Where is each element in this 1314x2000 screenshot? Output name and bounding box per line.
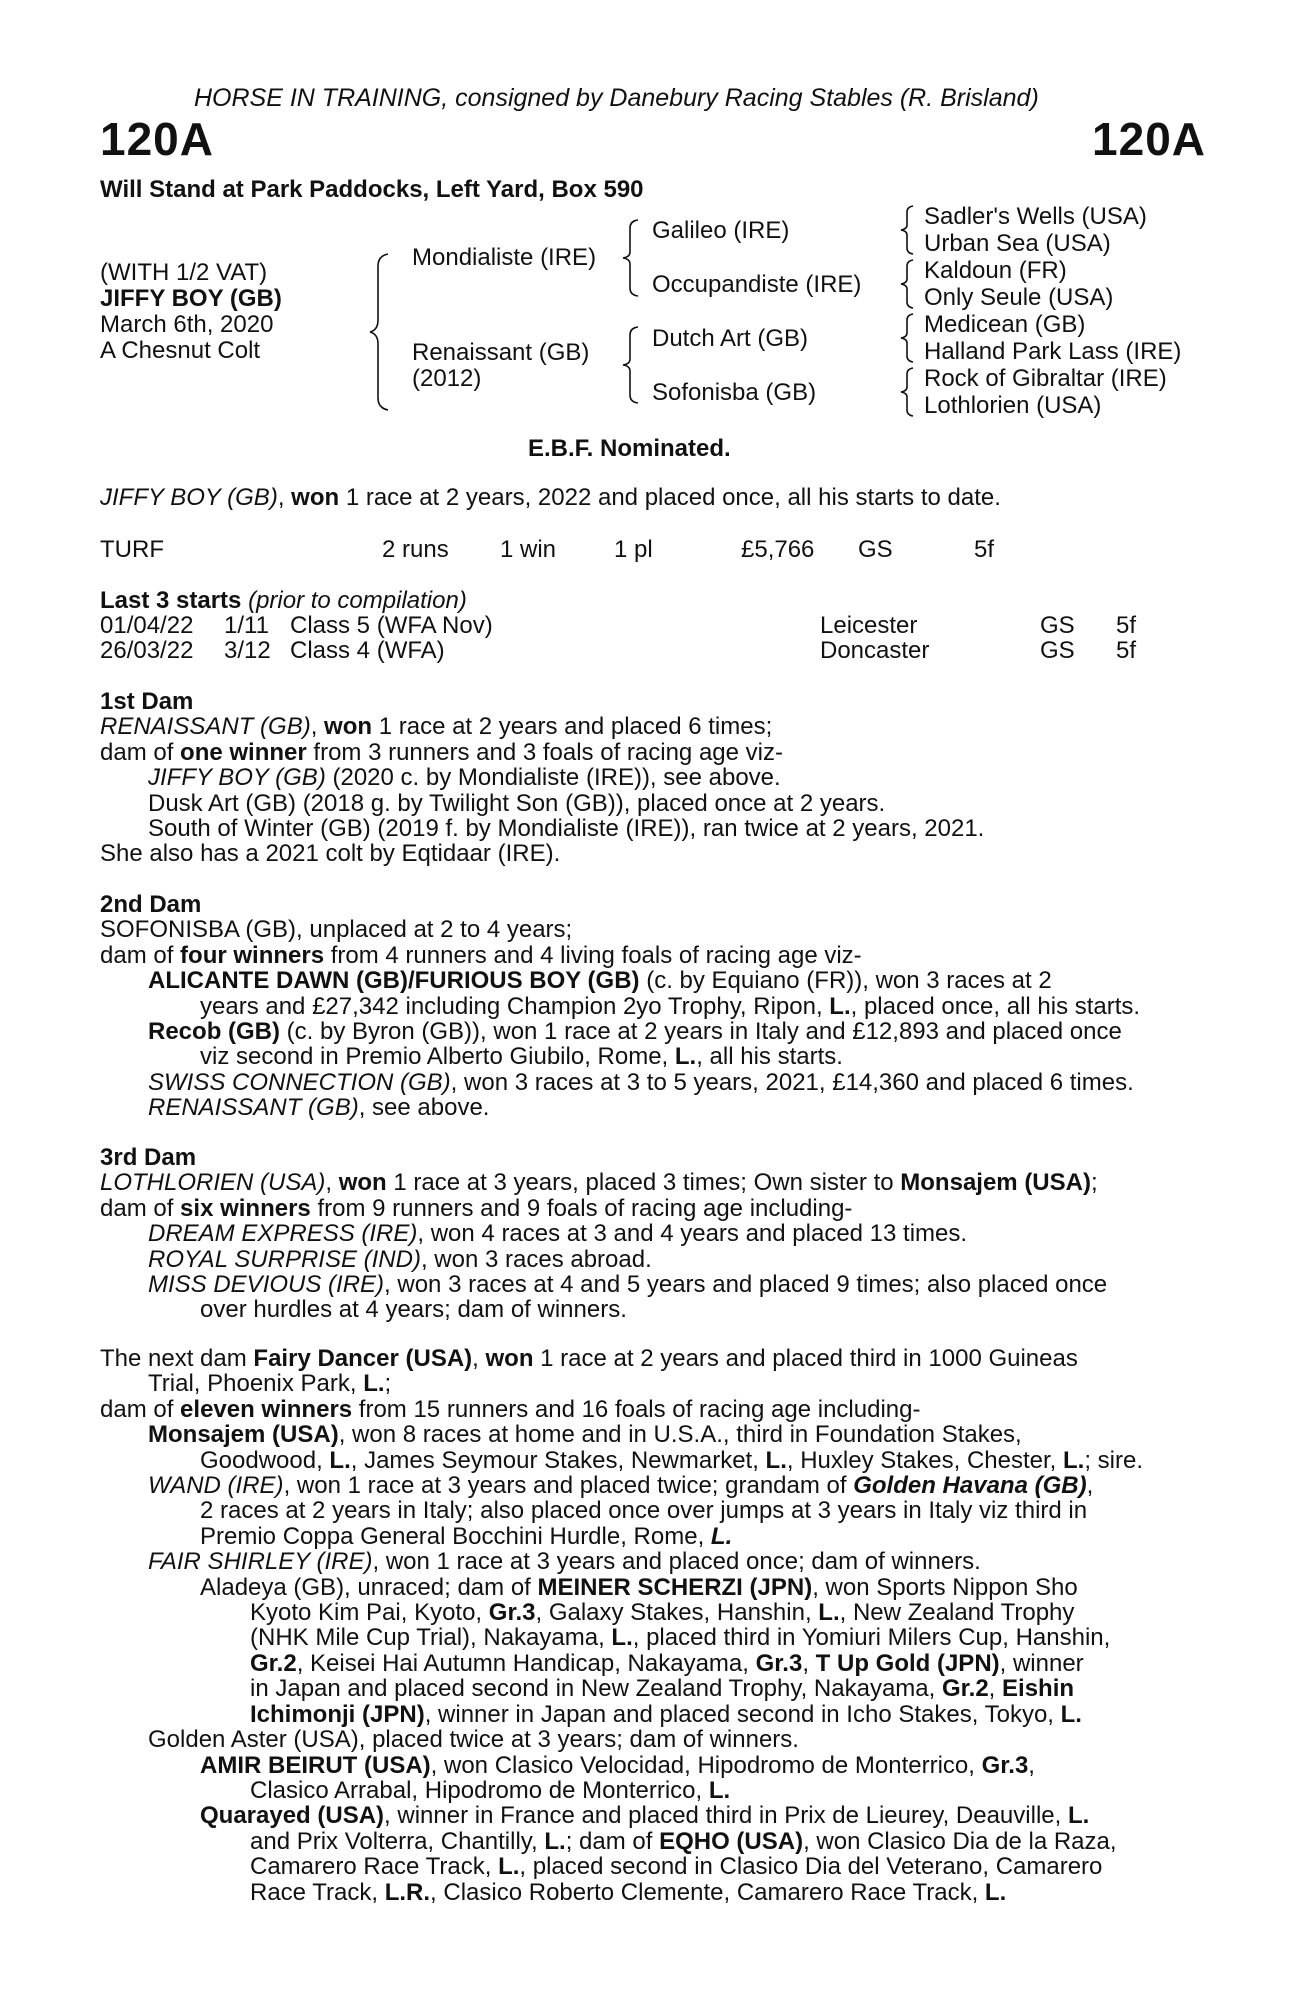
second-dam-progeny: Recob (GB) (c. by Byron (GB)), won 1 race at 2 years in Italy and £12,893 and placed once bbox=[148, 1018, 1122, 1046]
next-dam-progeny: Ichimonji (JPN), winner in Japan and placed second in Icho Stakes, Tokyo, L. bbox=[250, 1700, 1082, 1728]
summary-horse: JIFFY BOY (GB) bbox=[100, 484, 278, 511]
first-dam-progeny: Dusk Art (GB) (2018 g. by Twilight Son (GB)), placed once at 2 years. bbox=[148, 789, 886, 817]
turf-label: TURF bbox=[100, 536, 164, 563]
second-dam-progeny: years and £27,342 including Champion 2yo Trophy, Ripon, L., placed once, all his starts. bbox=[200, 992, 1141, 1020]
turf-going: GS bbox=[858, 536, 893, 563]
location-line: Will Stand at Park Paddocks, Left Yard, Box 590 bbox=[100, 176, 644, 203]
dam-brace bbox=[620, 325, 642, 405]
last-starts-heading bbox=[100, 588, 467, 613]
next-dam-progeny: (NHK Mile Cup Trial), Nakayama, L., placed third in Yomiuri Milers Cup, Hanshin, bbox=[250, 1624, 1111, 1652]
gen3-brace-2 bbox=[898, 258, 916, 310]
start-row-going: GS bbox=[1040, 612, 1075, 639]
next-dam-progeny: Premio Coppa General Bocchini Hurdle, Rome, L. bbox=[200, 1522, 733, 1550]
sire: Mondialiste (IRE) bbox=[412, 244, 597, 271]
second-dam-line: SOFONISBA (GB), unplaced at 2 to 4 years; bbox=[100, 916, 573, 944]
start-row-dist: 5f bbox=[1116, 612, 1137, 639]
start-row-course: Doncaster bbox=[820, 637, 930, 664]
start-row-date: 01/04/22 bbox=[100, 612, 194, 639]
next-dam-progeny: Race Track, L.R., Clasico Roberto Clemente, Camarero Race Track, L. bbox=[250, 1878, 1007, 1906]
foaling-date: March 6th, 2020 bbox=[100, 311, 274, 338]
pedigree-brace-main bbox=[368, 252, 392, 412]
next-dam-progeny: and Prix Volterra, Chantilly, L.; dam of EQHO (USA), won Clasico Dia de la Raza, bbox=[250, 1827, 1117, 1855]
next-dam-progeny: 2 races at 2 years in Italy; also placed once over jumps at 3 years in Italy viz third in bbox=[200, 1497, 1088, 1525]
second-dam-progeny: RENAISSANT (GB), see above. bbox=[148, 1094, 490, 1122]
third-dam-progeny: over hurdles at 4 years; dam of winners. bbox=[200, 1296, 627, 1324]
gen3-brace-4 bbox=[898, 366, 916, 418]
next-dam-progeny: Clasico Arrabal, Hipodromo de Monterrico, L. bbox=[250, 1776, 731, 1804]
start-row-going: GS bbox=[1040, 637, 1075, 664]
start-row-pos: 1/11 bbox=[224, 612, 269, 639]
third-dam-progeny: ROYAL SURPRISE (IND), won 3 races abroad. bbox=[148, 1245, 652, 1273]
ancestor-1: Sadler's Wells (USA) bbox=[924, 203, 1147, 230]
next-dam-progeny: Goodwood, L., James Seymour Stakes, Newmarket, L., Huxley Stakes, Chester, L.; sire. bbox=[200, 1446, 1144, 1474]
next-dam-progeny: Kyoto Kim Pai, Kyoto, Gr.3, Galaxy Stakes, Hanshin, L., New Zealand Trophy bbox=[250, 1599, 1075, 1627]
horse-description: A Chesnut Colt bbox=[100, 337, 261, 364]
first-dam-heading: 1st Dam bbox=[100, 688, 194, 715]
gen3-brace-1 bbox=[898, 204, 916, 256]
ancestor-7: Rock of Gibraltar (IRE) bbox=[924, 365, 1167, 392]
start-row-class: Class 4 (WFA) bbox=[290, 637, 445, 664]
next-dam-line: dam of eleven winners from 15 runners and 16 foals of racing age including- bbox=[100, 1395, 921, 1423]
first-dam-section bbox=[100, 689, 984, 867]
second-dam-heading: 2nd Dam bbox=[100, 891, 202, 918]
next-dam-progeny: Aladeya (GB), unraced; dam of MEINER SCHERZI (JPN), won Sports Nippon Sho bbox=[200, 1573, 1078, 1601]
first-dam-progeny: JIFFY BOY (GB) (2020 c. by Mondialiste (IRE)), see above. bbox=[148, 764, 781, 792]
ancestor-8: Lothlorien (USA) bbox=[924, 392, 1102, 419]
turf-prize: £5,766 bbox=[741, 536, 815, 563]
start-row-dist: 5f bbox=[1116, 637, 1137, 664]
first-dam-progeny: South of Winter (GB) (2019 f. by Mondialiste (IRE)), ran twice at 2 years, 2021. bbox=[148, 815, 985, 843]
start-row-course: Leicester bbox=[820, 612, 918, 639]
summary-comma: , bbox=[277, 484, 285, 511]
second-dam-progeny: SWISS CONNECTION (GB), won 3 races at 3 to 5 years, 2021, £14,360 and placed 6 times. bbox=[148, 1068, 1134, 1096]
next-dam-progeny: Camarero Race Track, L., placed second in Clasico Dia del Veterano, Camarero bbox=[250, 1853, 1103, 1881]
ebf-nominated: E.B.F. Nominated. bbox=[528, 435, 731, 462]
next-dam-line: Trial, Phoenix Park, L.; bbox=[148, 1370, 392, 1398]
third-dam-progeny: DREAM EXPRESS (IRE), won 4 races at 3 and 4 years and placed 13 times. bbox=[148, 1220, 968, 1248]
next-dam-progeny: Gr.2, Keisei Hai Autumn Handicap, Nakayama, Gr.3, T Up Gold (JPN), winner bbox=[250, 1649, 1084, 1677]
next-dam-progeny: Quarayed (USA), winner in France and placed third in Prix de Lieurey, Deauville, L. bbox=[200, 1802, 1090, 1830]
summary-rest: 1 race at 2 years, 2022 and placed once, all his starts to date. bbox=[345, 484, 1001, 511]
lot-number-left: 120A bbox=[100, 113, 214, 165]
ancestor-4: Only Seule (USA) bbox=[924, 284, 1114, 311]
ancestor-6: Halland Park Lass (IRE) bbox=[924, 338, 1182, 365]
consignor-line: HORSE IN TRAINING, consigned by Danebury Racing Stables (R. Brisland) bbox=[194, 84, 1039, 112]
gen3-brace-3 bbox=[898, 312, 916, 364]
dam: Renaissant (GB) bbox=[412, 339, 590, 366]
next-dam-progeny: Golden Aster (USA), placed twice at 3 years; dam of winners. bbox=[148, 1726, 799, 1754]
start-row-class: Class 5 (WFA Nov) bbox=[290, 612, 493, 639]
turf-runs: 2 runs bbox=[382, 536, 449, 563]
turf-wins: 1 win bbox=[500, 536, 557, 563]
first-dam-line: She also has a 2021 colt by Eqtidaar (IRE). bbox=[100, 840, 561, 868]
third-dam-heading: 3rd Dam bbox=[100, 1144, 197, 1171]
ancestor-5: Medicean (GB) bbox=[924, 311, 1086, 338]
next-dam-progeny: AMIR BEIRUT (USA), won Clasico Velocidad, Hipodromo de Monterrico, Gr.3, bbox=[200, 1751, 1035, 1779]
next-dam-line: The next dam Fairy Dancer (USA), won 1 race at 2 years and placed third in 1000 Guineas bbox=[100, 1345, 1078, 1372]
sire-brace bbox=[620, 218, 642, 298]
vat-note: (WITH 1/2 VAT) bbox=[100, 259, 268, 286]
ancestor-2: Urban Sea (USA) bbox=[924, 230, 1111, 257]
last-starts-title: Last 3 starts bbox=[100, 587, 242, 614]
start-row-date: 26/03/22 bbox=[100, 637, 194, 664]
lot-number-right: 120A bbox=[1092, 113, 1206, 165]
second-dam-progeny: viz second in Premio Alberto Giubilo, Rome, L., all his starts. bbox=[200, 1043, 843, 1071]
next-dam-progeny: WAND (IRE), won 1 race at 3 years and placed twice; grandam of Golden Havana (GB), bbox=[148, 1472, 1094, 1500]
second-dam-progeny: ALICANTE DAWN (GB)/FURIOUS BOY (GB) (c. by Equiano (FR)), won 3 races at 2 bbox=[148, 967, 1052, 995]
sire-sire: Galileo (IRE) bbox=[652, 217, 790, 244]
dam-sire: Dutch Art (GB) bbox=[652, 325, 809, 352]
first-dam-line: dam of one winner from 3 runners and 3 foals of racing age viz- bbox=[100, 738, 783, 766]
next-dam-section bbox=[100, 1346, 1143, 1905]
horse-name: JIFFY BOY (GB) bbox=[100, 285, 282, 312]
race-summary bbox=[100, 485, 1001, 510]
dam-dam: Sofonisba (GB) bbox=[652, 379, 817, 406]
third-dam-section bbox=[100, 1145, 1107, 1323]
third-dam-line: dam of six winners from 9 runners and 9 foals of racing age including- bbox=[100, 1194, 853, 1222]
turf-placed: 1 pl bbox=[614, 536, 653, 563]
sire-dam: Occupandiste (IRE) bbox=[652, 271, 862, 298]
last-starts-note: (prior to compilation) bbox=[248, 587, 467, 614]
next-dam-progeny: Monsajem (USA), won 8 races at home and in U.S.A., third in Foundation Stakes, bbox=[148, 1421, 1022, 1449]
third-dam-line: LOTHLORIEN (USA), won 1 race at 3 years, placed 3 times; Own sister to Monsajem (USA); bbox=[100, 1169, 1098, 1197]
third-dam-progeny: MISS DEVIOUS (IRE), won 3 races at 4 and 5 years and placed 9 times; also placed once bbox=[148, 1271, 1108, 1299]
start-row-pos: 3/12 bbox=[224, 637, 271, 664]
second-dam-line: dam of four winners from 4 runners and 4 living foals of racing age viz- bbox=[100, 941, 862, 969]
next-dam-progeny: in Japan and placed second in New Zealand Trophy, Nakayama, Gr.2, Eishin bbox=[250, 1675, 1075, 1703]
second-dam-section bbox=[100, 892, 1140, 1121]
ancestor-3: Kaldoun (FR) bbox=[924, 257, 1067, 284]
turf-distance: 5f bbox=[974, 536, 995, 563]
next-dam-progeny: FAIR SHIRLEY (IRE), won 1 race at 3 years and placed once; dam of winners. bbox=[148, 1548, 981, 1576]
dam-year: (2012) bbox=[412, 365, 482, 392]
summary-won: won bbox=[291, 484, 340, 511]
first-dam-line: RENAISSANT (GB), won 1 race at 2 years and placed 6 times; bbox=[100, 713, 773, 741]
